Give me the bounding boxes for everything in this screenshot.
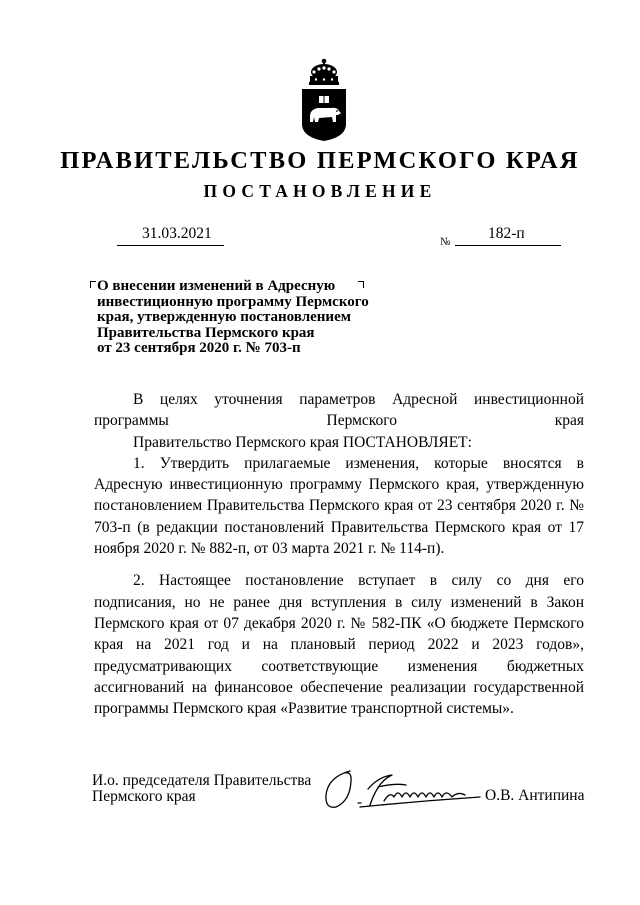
organization-name: ПРАВИТЕЛЬСТВО ПЕРМСКОГО КРАЯ [60,147,580,174]
document-type: ПОСТАНОВЛЕНИЕ [203,181,437,201]
date-underline [117,245,224,246]
preamble-paragraph: В целях уточнения параметров Адресной инвестиционной программы Пермского края [94,391,584,430]
title-line: от 23 сентября 2020 г. № 703-п [97,340,301,357]
coat-of-arms-icon [298,58,350,142]
resolution-paragraph: Правительство Пермского края ПОСТАНОВЛЯЕТ: [133,433,472,451]
document-number: 182-п [488,225,525,242]
signatory-position-line: И.о. председателя Правительства [92,772,312,789]
document-body [94,389,584,719]
title-line: Правительства Пермского края [97,324,315,341]
number-sign: № [440,236,451,248]
clause-1-paragraph: 1. Утвердить прилагаемые изменения, которые вносятся в Адресную инвестиционную программу Пермского края, утвержденную постановлением Правительства Пермского края от 23 сентября 2020 г. № 703-п (в редакции постановлений Правительства Пермского края от 17 ноября 2020 г. № 882-п, от 03 марта 2021 г. № 114-п). [94,454,584,558]
title-bracket-left [90,281,96,288]
signatory-position [92,773,311,804]
signatory-position-line: Пермского края [92,787,196,805]
document-date: 31.03.2021 [142,225,212,242]
title-line: О внесении изменений в Адресную [97,278,336,294]
handwritten-signature [320,767,492,817]
document-title [97,279,369,357]
title-line: инвестиционную программу Пермского [97,293,369,310]
clause-2-paragraph: 2. Настоящее постановление вступает в силу со дня его подписания, но не ранее дня вступления в силу изменений в Закон Пермского края от 07 декабря 2020 г. № 582-ПК «О бюджете Пермского края на 2021 год и на плановый период 2022 и 2023 годов», предусматривающих соответствующие изменения бюджетных ассигнований на финансовое обеспечение реализации государственной программы Пермского края «Развитие транспортной системы». [94,572,584,718]
signatory-name: О.В. Антипина [485,787,585,804]
number-underline [455,245,561,246]
title-line: края, утвержденную постановлением [97,309,351,326]
